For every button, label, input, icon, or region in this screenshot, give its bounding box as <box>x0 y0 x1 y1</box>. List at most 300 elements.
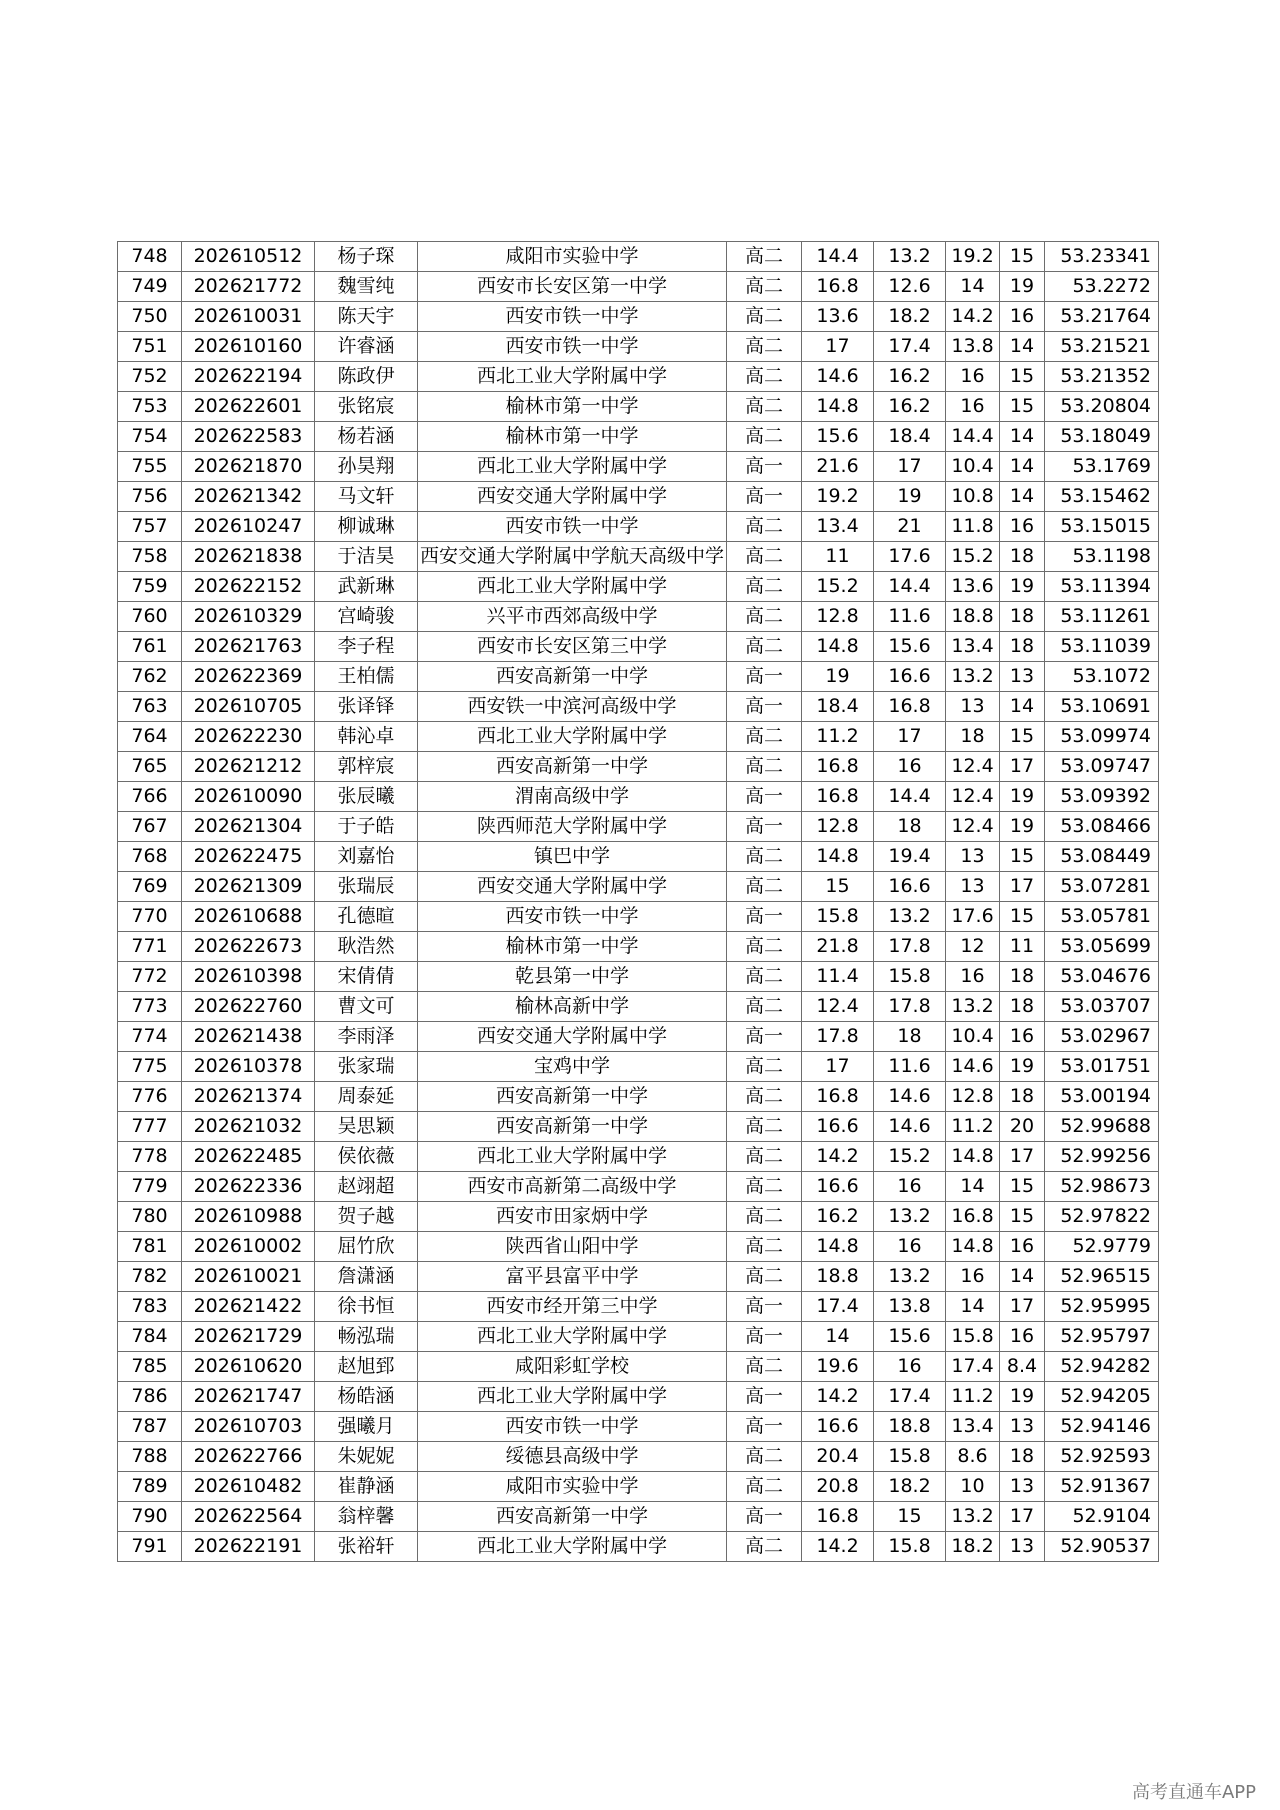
name-cell: 侯依薇 <box>315 1142 418 1172</box>
grade-cell: 高二 <box>727 1112 802 1142</box>
score-2-cell: 15.8 <box>874 1442 946 1472</box>
rank-cell: 758 <box>118 542 182 572</box>
score-4-cell: 14 <box>1000 332 1045 362</box>
name-cell: 武新琳 <box>315 572 418 602</box>
name-cell: 张瑞辰 <box>315 872 418 902</box>
score-4-cell: 15 <box>1000 722 1045 752</box>
table-row <box>118 872 1159 902</box>
name-cell: 翁梓馨 <box>315 1502 418 1532</box>
name-cell: 詹潇涵 <box>315 1262 418 1292</box>
score-3-cell: 13 <box>946 872 1000 902</box>
rank-cell: 787 <box>118 1412 182 1442</box>
score-1-cell: 19.6 <box>802 1352 874 1382</box>
table-row <box>118 1472 1159 1502</box>
table-row <box>118 482 1159 512</box>
table-row <box>118 1502 1159 1532</box>
score-3-cell: 10.8 <box>946 482 1000 512</box>
table-row <box>118 542 1159 572</box>
total-cell: 53.01751 <box>1045 1052 1159 1082</box>
school-cell: 咸阳市实验中学 <box>418 242 727 272</box>
name-cell: 刘嘉怡 <box>315 842 418 872</box>
name-cell: 张辰曦 <box>315 782 418 812</box>
score-4-cell: 19 <box>1000 812 1045 842</box>
school-cell: 西安市长安区第三中学 <box>418 632 727 662</box>
score-3-cell: 16 <box>946 392 1000 422</box>
school-cell: 西北工业大学附属中学 <box>418 572 727 602</box>
school-cell: 绥德县高级中学 <box>418 1442 727 1472</box>
score-2-cell: 11.6 <box>874 1052 946 1082</box>
score-3-cell: 10.4 <box>946 1022 1000 1052</box>
score-1-cell: 17.4 <box>802 1292 874 1322</box>
score-2-cell: 15.8 <box>874 1532 946 1562</box>
id-cell: 202610705 <box>182 692 315 722</box>
table-row <box>118 602 1159 632</box>
rank-cell: 774 <box>118 1022 182 1052</box>
grade-cell: 高二 <box>727 1442 802 1472</box>
total-cell: 52.9779 <box>1045 1232 1159 1262</box>
score-2-cell: 18.2 <box>874 1472 946 1502</box>
id-cell: 202621032 <box>182 1112 315 1142</box>
total-cell: 53.11394 <box>1045 572 1159 602</box>
score-1-cell: 18.8 <box>802 1262 874 1292</box>
total-cell: 53.09747 <box>1045 752 1159 782</box>
total-cell: 53.02967 <box>1045 1022 1159 1052</box>
score-3-cell: 13.2 <box>946 1502 1000 1532</box>
id-cell: 202622760 <box>182 992 315 1022</box>
school-cell: 西安市铁一中学 <box>418 302 727 332</box>
total-cell: 53.07281 <box>1045 872 1159 902</box>
school-cell: 西安市田家炳中学 <box>418 1202 727 1232</box>
score-3-cell: 18 <box>946 722 1000 752</box>
total-cell: 53.00194 <box>1045 1082 1159 1112</box>
school-cell: 陕西师范大学附属中学 <box>418 812 727 842</box>
score-4-cell: 18 <box>1000 1442 1045 1472</box>
score-4-cell: 16 <box>1000 1022 1045 1052</box>
school-cell: 榆林市第一中学 <box>418 392 727 422</box>
rank-cell: 790 <box>118 1502 182 1532</box>
total-cell: 52.94282 <box>1045 1352 1159 1382</box>
id-cell: 202621763 <box>182 632 315 662</box>
school-cell: 榆林高新中学 <box>418 992 727 1022</box>
total-cell: 52.92593 <box>1045 1442 1159 1472</box>
score-4-cell: 16 <box>1000 512 1045 542</box>
score-4-cell: 19 <box>1000 782 1045 812</box>
table-row <box>118 242 1159 272</box>
total-cell: 52.99688 <box>1045 1112 1159 1142</box>
score-2-cell: 15.6 <box>874 632 946 662</box>
score-3-cell: 17.4 <box>946 1352 1000 1382</box>
score-1-cell: 14.2 <box>802 1142 874 1172</box>
school-cell: 西北工业大学附属中学 <box>418 1142 727 1172</box>
rank-cell: 770 <box>118 902 182 932</box>
total-cell: 53.15015 <box>1045 512 1159 542</box>
school-cell: 乾县第一中学 <box>418 962 727 992</box>
score-4-cell: 15 <box>1000 842 1045 872</box>
table-row <box>118 512 1159 542</box>
score-1-cell: 16.8 <box>802 782 874 812</box>
score-3-cell: 13 <box>946 692 1000 722</box>
name-cell: 曹文可 <box>315 992 418 1022</box>
score-1-cell: 13.4 <box>802 512 874 542</box>
score-3-cell: 12.4 <box>946 782 1000 812</box>
score-1-cell: 14.8 <box>802 842 874 872</box>
score-3-cell: 16 <box>946 962 1000 992</box>
rank-cell: 763 <box>118 692 182 722</box>
id-cell: 202610031 <box>182 302 315 332</box>
score-1-cell: 12.4 <box>802 992 874 1022</box>
table-row <box>118 1022 1159 1052</box>
score-1-cell: 13.6 <box>802 302 874 332</box>
total-cell: 53.08466 <box>1045 812 1159 842</box>
school-cell: 榆林市第一中学 <box>418 932 727 962</box>
score-3-cell: 14 <box>946 1292 1000 1322</box>
score-3-cell: 14.8 <box>946 1142 1000 1172</box>
score-2-cell: 16.6 <box>874 662 946 692</box>
table-row <box>118 362 1159 392</box>
rank-cell: 754 <box>118 422 182 452</box>
score-4-cell: 14 <box>1000 422 1045 452</box>
rank-cell: 765 <box>118 752 182 782</box>
school-cell: 西安市铁一中学 <box>418 332 727 362</box>
id-cell: 202621374 <box>182 1082 315 1112</box>
school-cell: 西安市经开第三中学 <box>418 1292 727 1322</box>
id-cell: 202610329 <box>182 602 315 632</box>
rank-cell: 788 <box>118 1442 182 1472</box>
score-4-cell: 15 <box>1000 902 1045 932</box>
total-cell: 53.09974 <box>1045 722 1159 752</box>
grade-cell: 高一 <box>727 482 802 512</box>
score-3-cell: 16.8 <box>946 1202 1000 1232</box>
school-cell: 镇巴中学 <box>418 842 727 872</box>
table-row <box>118 1172 1159 1202</box>
score-4-cell: 19 <box>1000 1052 1045 1082</box>
name-cell: 赵旭郅 <box>315 1352 418 1382</box>
id-cell: 202622230 <box>182 722 315 752</box>
score-1-cell: 17.8 <box>802 1022 874 1052</box>
id-cell: 202621422 <box>182 1292 315 1322</box>
score-4-cell: 13 <box>1000 662 1045 692</box>
id-cell: 202621870 <box>182 452 315 482</box>
score-3-cell: 14.6 <box>946 1052 1000 1082</box>
id-cell: 202622191 <box>182 1532 315 1562</box>
total-cell: 53.21521 <box>1045 332 1159 362</box>
score-3-cell: 11.2 <box>946 1382 1000 1412</box>
id-cell: 202621309 <box>182 872 315 902</box>
score-1-cell: 16.6 <box>802 1412 874 1442</box>
name-cell: 屈竹欣 <box>315 1232 418 1262</box>
score-2-cell: 16 <box>874 1172 946 1202</box>
score-2-cell: 17 <box>874 722 946 752</box>
score-4-cell: 11 <box>1000 932 1045 962</box>
school-cell: 西安交通大学附属中学 <box>418 1022 727 1052</box>
school-cell: 西安交通大学附属中学航天高级中学 <box>418 542 727 572</box>
rank-cell: 785 <box>118 1352 182 1382</box>
name-cell: 柳诚琳 <box>315 512 418 542</box>
score-2-cell: 17.4 <box>874 1382 946 1412</box>
id-cell: 202610247 <box>182 512 315 542</box>
table-row <box>118 692 1159 722</box>
table-row <box>118 632 1159 662</box>
score-1-cell: 20.4 <box>802 1442 874 1472</box>
name-cell: 周泰延 <box>315 1082 418 1112</box>
score-3-cell: 10 <box>946 1472 1000 1502</box>
score-3-cell: 8.6 <box>946 1442 1000 1472</box>
table-row <box>118 392 1159 422</box>
score-4-cell: 20 <box>1000 1112 1045 1142</box>
table-row <box>118 1382 1159 1412</box>
grade-cell: 高二 <box>727 1232 802 1262</box>
school-cell: 西北工业大学附属中学 <box>418 452 727 482</box>
grade-cell: 高二 <box>727 1142 802 1172</box>
score-3-cell: 14.4 <box>946 422 1000 452</box>
table-row <box>118 782 1159 812</box>
grade-cell: 高二 <box>727 542 802 572</box>
school-cell: 西安交通大学附属中学 <box>418 872 727 902</box>
score-2-cell: 16.8 <box>874 692 946 722</box>
rank-cell: 757 <box>118 512 182 542</box>
score-3-cell: 12.8 <box>946 1082 1000 1112</box>
total-cell: 53.15462 <box>1045 482 1159 512</box>
grade-cell: 高二 <box>727 842 802 872</box>
score-1-cell: 16.8 <box>802 272 874 302</box>
rank-cell: 761 <box>118 632 182 662</box>
table-row <box>118 302 1159 332</box>
score-4-cell: 17 <box>1000 1502 1045 1532</box>
score-4-cell: 14 <box>1000 482 1045 512</box>
school-cell: 西安高新第一中学 <box>418 752 727 782</box>
name-cell: 杨子琛 <box>315 242 418 272</box>
score-2-cell: 13.2 <box>874 902 946 932</box>
score-3-cell: 13.2 <box>946 662 1000 692</box>
score-1-cell: 17 <box>802 332 874 362</box>
score-2-cell: 16.2 <box>874 362 946 392</box>
rank-cell: 767 <box>118 812 182 842</box>
school-cell: 西安市铁一中学 <box>418 902 727 932</box>
id-cell: 202610398 <box>182 962 315 992</box>
score-1-cell: 16.8 <box>802 752 874 782</box>
score-2-cell: 17.4 <box>874 332 946 362</box>
id-cell: 202610482 <box>182 1472 315 1502</box>
score-1-cell: 19.2 <box>802 482 874 512</box>
id-cell: 202610160 <box>182 332 315 362</box>
table-row <box>118 572 1159 602</box>
score-2-cell: 17.8 <box>874 992 946 1022</box>
rank-cell: 751 <box>118 332 182 362</box>
name-cell: 张裕轩 <box>315 1532 418 1562</box>
id-cell: 202622336 <box>182 1172 315 1202</box>
total-cell: 53.11039 <box>1045 632 1159 662</box>
table-row <box>118 422 1159 452</box>
table-row <box>118 1112 1159 1142</box>
score-1-cell: 15.6 <box>802 422 874 452</box>
id-cell: 202610688 <box>182 902 315 932</box>
score-2-cell: 11.6 <box>874 602 946 632</box>
score-3-cell: 13.6 <box>946 572 1000 602</box>
grade-cell: 高一 <box>727 452 802 482</box>
score-1-cell: 15.2 <box>802 572 874 602</box>
score-1-cell: 16.2 <box>802 1202 874 1232</box>
score-3-cell: 16 <box>946 1262 1000 1292</box>
grade-cell: 高二 <box>727 302 802 332</box>
rank-cell: 772 <box>118 962 182 992</box>
name-cell: 陈政伊 <box>315 362 418 392</box>
score-2-cell: 13.2 <box>874 242 946 272</box>
score-2-cell: 19.4 <box>874 842 946 872</box>
score-2-cell: 21 <box>874 512 946 542</box>
id-cell: 202610703 <box>182 1412 315 1442</box>
rank-cell: 786 <box>118 1382 182 1412</box>
rank-cell: 748 <box>118 242 182 272</box>
grade-cell: 高一 <box>727 812 802 842</box>
id-cell: 202622673 <box>182 932 315 962</box>
grade-cell: 高二 <box>727 872 802 902</box>
rank-cell: 768 <box>118 842 182 872</box>
table-row <box>118 332 1159 362</box>
grade-cell: 高一 <box>727 692 802 722</box>
score-4-cell: 14 <box>1000 1262 1045 1292</box>
table-row <box>118 722 1159 752</box>
score-2-cell: 17.8 <box>874 932 946 962</box>
score-1-cell: 14.8 <box>802 1232 874 1262</box>
score-1-cell: 14.2 <box>802 1532 874 1562</box>
school-cell: 西安市长安区第一中学 <box>418 272 727 302</box>
table-row <box>118 272 1159 302</box>
total-cell: 53.21352 <box>1045 362 1159 392</box>
score-1-cell: 21.6 <box>802 452 874 482</box>
score-4-cell: 17 <box>1000 1142 1045 1172</box>
score-1-cell: 16.6 <box>802 1172 874 1202</box>
score-1-cell: 16.8 <box>802 1502 874 1532</box>
school-cell: 兴平市西郊高级中学 <box>418 602 727 632</box>
rank-cell: 755 <box>118 452 182 482</box>
total-cell: 52.95995 <box>1045 1292 1159 1322</box>
rank-cell: 784 <box>118 1322 182 1352</box>
score-1-cell: 18.4 <box>802 692 874 722</box>
score-2-cell: 18 <box>874 1022 946 1052</box>
name-cell: 于洁昊 <box>315 542 418 572</box>
name-cell: 杨若涵 <box>315 422 418 452</box>
id-cell: 202621212 <box>182 752 315 782</box>
school-cell: 西安交通大学附属中学 <box>418 482 727 512</box>
grade-cell: 高一 <box>727 1412 802 1442</box>
grade-cell: 高一 <box>727 1502 802 1532</box>
score-2-cell: 13.2 <box>874 1202 946 1232</box>
score-4-cell: 15 <box>1000 1172 1045 1202</box>
total-cell: 52.94146 <box>1045 1412 1159 1442</box>
grade-cell: 高二 <box>727 1262 802 1292</box>
score-4-cell: 18 <box>1000 542 1045 572</box>
table-row <box>118 1322 1159 1352</box>
total-cell: 53.1198 <box>1045 542 1159 572</box>
school-cell: 西安高新第一中学 <box>418 662 727 692</box>
score-3-cell: 13.4 <box>946 1412 1000 1442</box>
score-2-cell: 13.2 <box>874 1262 946 1292</box>
score-1-cell: 20.8 <box>802 1472 874 1502</box>
score-2-cell: 19 <box>874 482 946 512</box>
score-3-cell: 13.2 <box>946 992 1000 1022</box>
score-1-cell: 16.8 <box>802 1082 874 1112</box>
name-cell: 魏雪纯 <box>315 272 418 302</box>
table-row <box>118 962 1159 992</box>
score-4-cell: 16 <box>1000 1232 1045 1262</box>
score-1-cell: 11.4 <box>802 962 874 992</box>
grade-cell: 高二 <box>727 632 802 662</box>
grade-cell: 高二 <box>727 1052 802 1082</box>
table-row <box>118 1082 1159 1112</box>
total-cell: 52.90537 <box>1045 1532 1159 1562</box>
table-row <box>118 662 1159 692</box>
score-1-cell: 14 <box>802 1322 874 1352</box>
score-2-cell: 16 <box>874 752 946 782</box>
name-cell: 张译铎 <box>315 692 418 722</box>
id-cell: 202621304 <box>182 812 315 842</box>
total-cell: 52.96515 <box>1045 1262 1159 1292</box>
grade-cell: 高二 <box>727 1352 802 1382</box>
rank-cell: 752 <box>118 362 182 392</box>
school-cell: 西北工业大学附属中学 <box>418 722 727 752</box>
score-4-cell: 18 <box>1000 962 1045 992</box>
score-4-cell: 17 <box>1000 1292 1045 1322</box>
score-3-cell: 15.2 <box>946 542 1000 572</box>
rank-cell: 771 <box>118 932 182 962</box>
total-cell: 53.04676 <box>1045 962 1159 992</box>
total-cell: 52.9104 <box>1045 1502 1159 1532</box>
score-3-cell: 14.2 <box>946 302 1000 332</box>
rank-cell: 782 <box>118 1262 182 1292</box>
score-4-cell: 19 <box>1000 1382 1045 1412</box>
score-4-cell: 14 <box>1000 452 1045 482</box>
id-cell: 202610002 <box>182 1232 315 1262</box>
name-cell: 朱妮妮 <box>315 1442 418 1472</box>
name-cell: 宋倩倩 <box>315 962 418 992</box>
total-cell: 53.1769 <box>1045 452 1159 482</box>
rank-cell: 769 <box>118 872 182 902</box>
name-cell: 孙昊翔 <box>315 452 418 482</box>
table-row <box>118 1352 1159 1382</box>
grade-cell: 高二 <box>727 332 802 362</box>
name-cell: 王柏儒 <box>315 662 418 692</box>
score-4-cell: 16 <box>1000 1322 1045 1352</box>
score-4-cell: 16 <box>1000 302 1045 332</box>
name-cell: 强曦月 <box>315 1412 418 1442</box>
school-cell: 西安铁一中滨河高级中学 <box>418 692 727 722</box>
score-1-cell: 12.8 <box>802 602 874 632</box>
score-2-cell: 18.8 <box>874 1412 946 1442</box>
total-cell: 53.1072 <box>1045 662 1159 692</box>
name-cell: 吴思颖 <box>315 1112 418 1142</box>
total-cell: 52.99256 <box>1045 1142 1159 1172</box>
total-cell: 53.08449 <box>1045 842 1159 872</box>
school-cell: 西安市高新第二高级中学 <box>418 1172 727 1202</box>
score-3-cell: 11.8 <box>946 512 1000 542</box>
id-cell: 202622194 <box>182 362 315 392</box>
score-3-cell: 12.4 <box>946 812 1000 842</box>
name-cell: 韩沁卓 <box>315 722 418 752</box>
table-row <box>118 1412 1159 1442</box>
id-cell: 202622369 <box>182 662 315 692</box>
name-cell: 杨皓涵 <box>315 1382 418 1412</box>
grade-cell: 高一 <box>727 782 802 812</box>
score-4-cell: 13 <box>1000 1412 1045 1442</box>
school-cell: 西北工业大学附属中学 <box>418 1382 727 1412</box>
score-4-cell: 19 <box>1000 572 1045 602</box>
score-2-cell: 14.4 <box>874 782 946 812</box>
score-3-cell: 18.2 <box>946 1532 1000 1562</box>
table-row <box>118 452 1159 482</box>
score-2-cell: 14.6 <box>874 1112 946 1142</box>
school-cell: 西北工业大学附属中学 <box>418 1532 727 1562</box>
grade-cell: 高二 <box>727 992 802 1022</box>
